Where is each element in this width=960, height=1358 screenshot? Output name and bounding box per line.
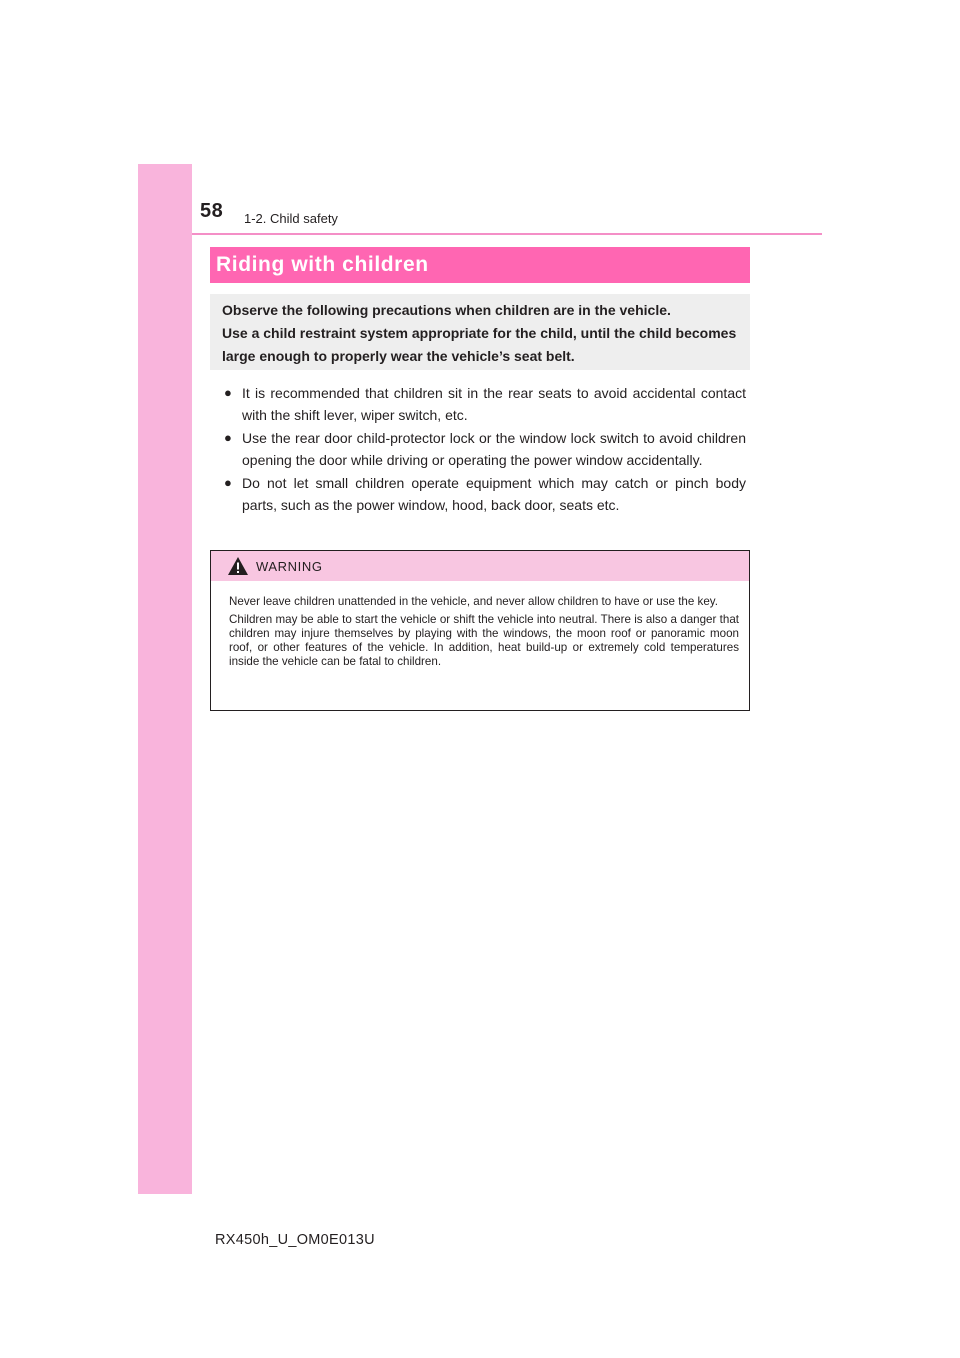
section-title: 1-2. Child safety [244,211,338,226]
header-rule [192,233,822,235]
bullet-icon: ● [224,385,232,400]
list-item [224,382,746,426]
warning-paragraph: Never leave children unattended in the vehicle, and never allow children to have or use the key. [229,595,718,608]
warning-paragraph: Children may be able to start the vehicle or shift the vehicle into neutral. There is also a danger that children may injure themselves by playing with the windows, the moon roof or panoramic moon roof, or other features of the vehicle. In addition, heat build-up or extremely cold temperatures inside the vehicle can be fatal to children. [229,613,739,668]
title-banner [210,247,750,283]
list-item-text: It is recommended that children sit in the rear seats to avoid accidental contact with the shift lever, wiper switch, etc. [242,385,746,423]
list-item-text: Use the rear door child-protector lock or the window lock switch to avoid children opening the door while driving or operating the power window accidentally. [242,430,746,468]
warning-box [210,550,750,711]
intro-line: Use a child restraint system appropriate for the child, until the child becomes [222,325,737,341]
bullet-icon: ● [224,430,232,445]
warning-triangle-icon [227,556,249,576]
footer-model-code: RX450h_U_OM0E013U [215,1232,375,1248]
intro-box [210,294,750,370]
page-title: Riding with children [216,253,429,276]
page-number: 58 [200,200,224,222]
intro-line: Observe the following precautions when children are in the vehicle. [222,302,671,318]
bullet-list [224,382,746,517]
bullet-icon: ● [224,475,232,490]
list-item [224,427,746,471]
side-tab [138,164,192,1194]
list-item [224,472,746,516]
warning-header [211,551,749,581]
intro-line: large enough to properly wear the vehicle’s seat belt. [222,348,575,364]
list-item-text: Do not let small children operate equipment which may catch or pinch body parts, such as the power window, hood, back door, seats etc. [242,475,746,513]
warning-label: WARNING [256,558,323,574]
warning-body [211,581,749,669]
